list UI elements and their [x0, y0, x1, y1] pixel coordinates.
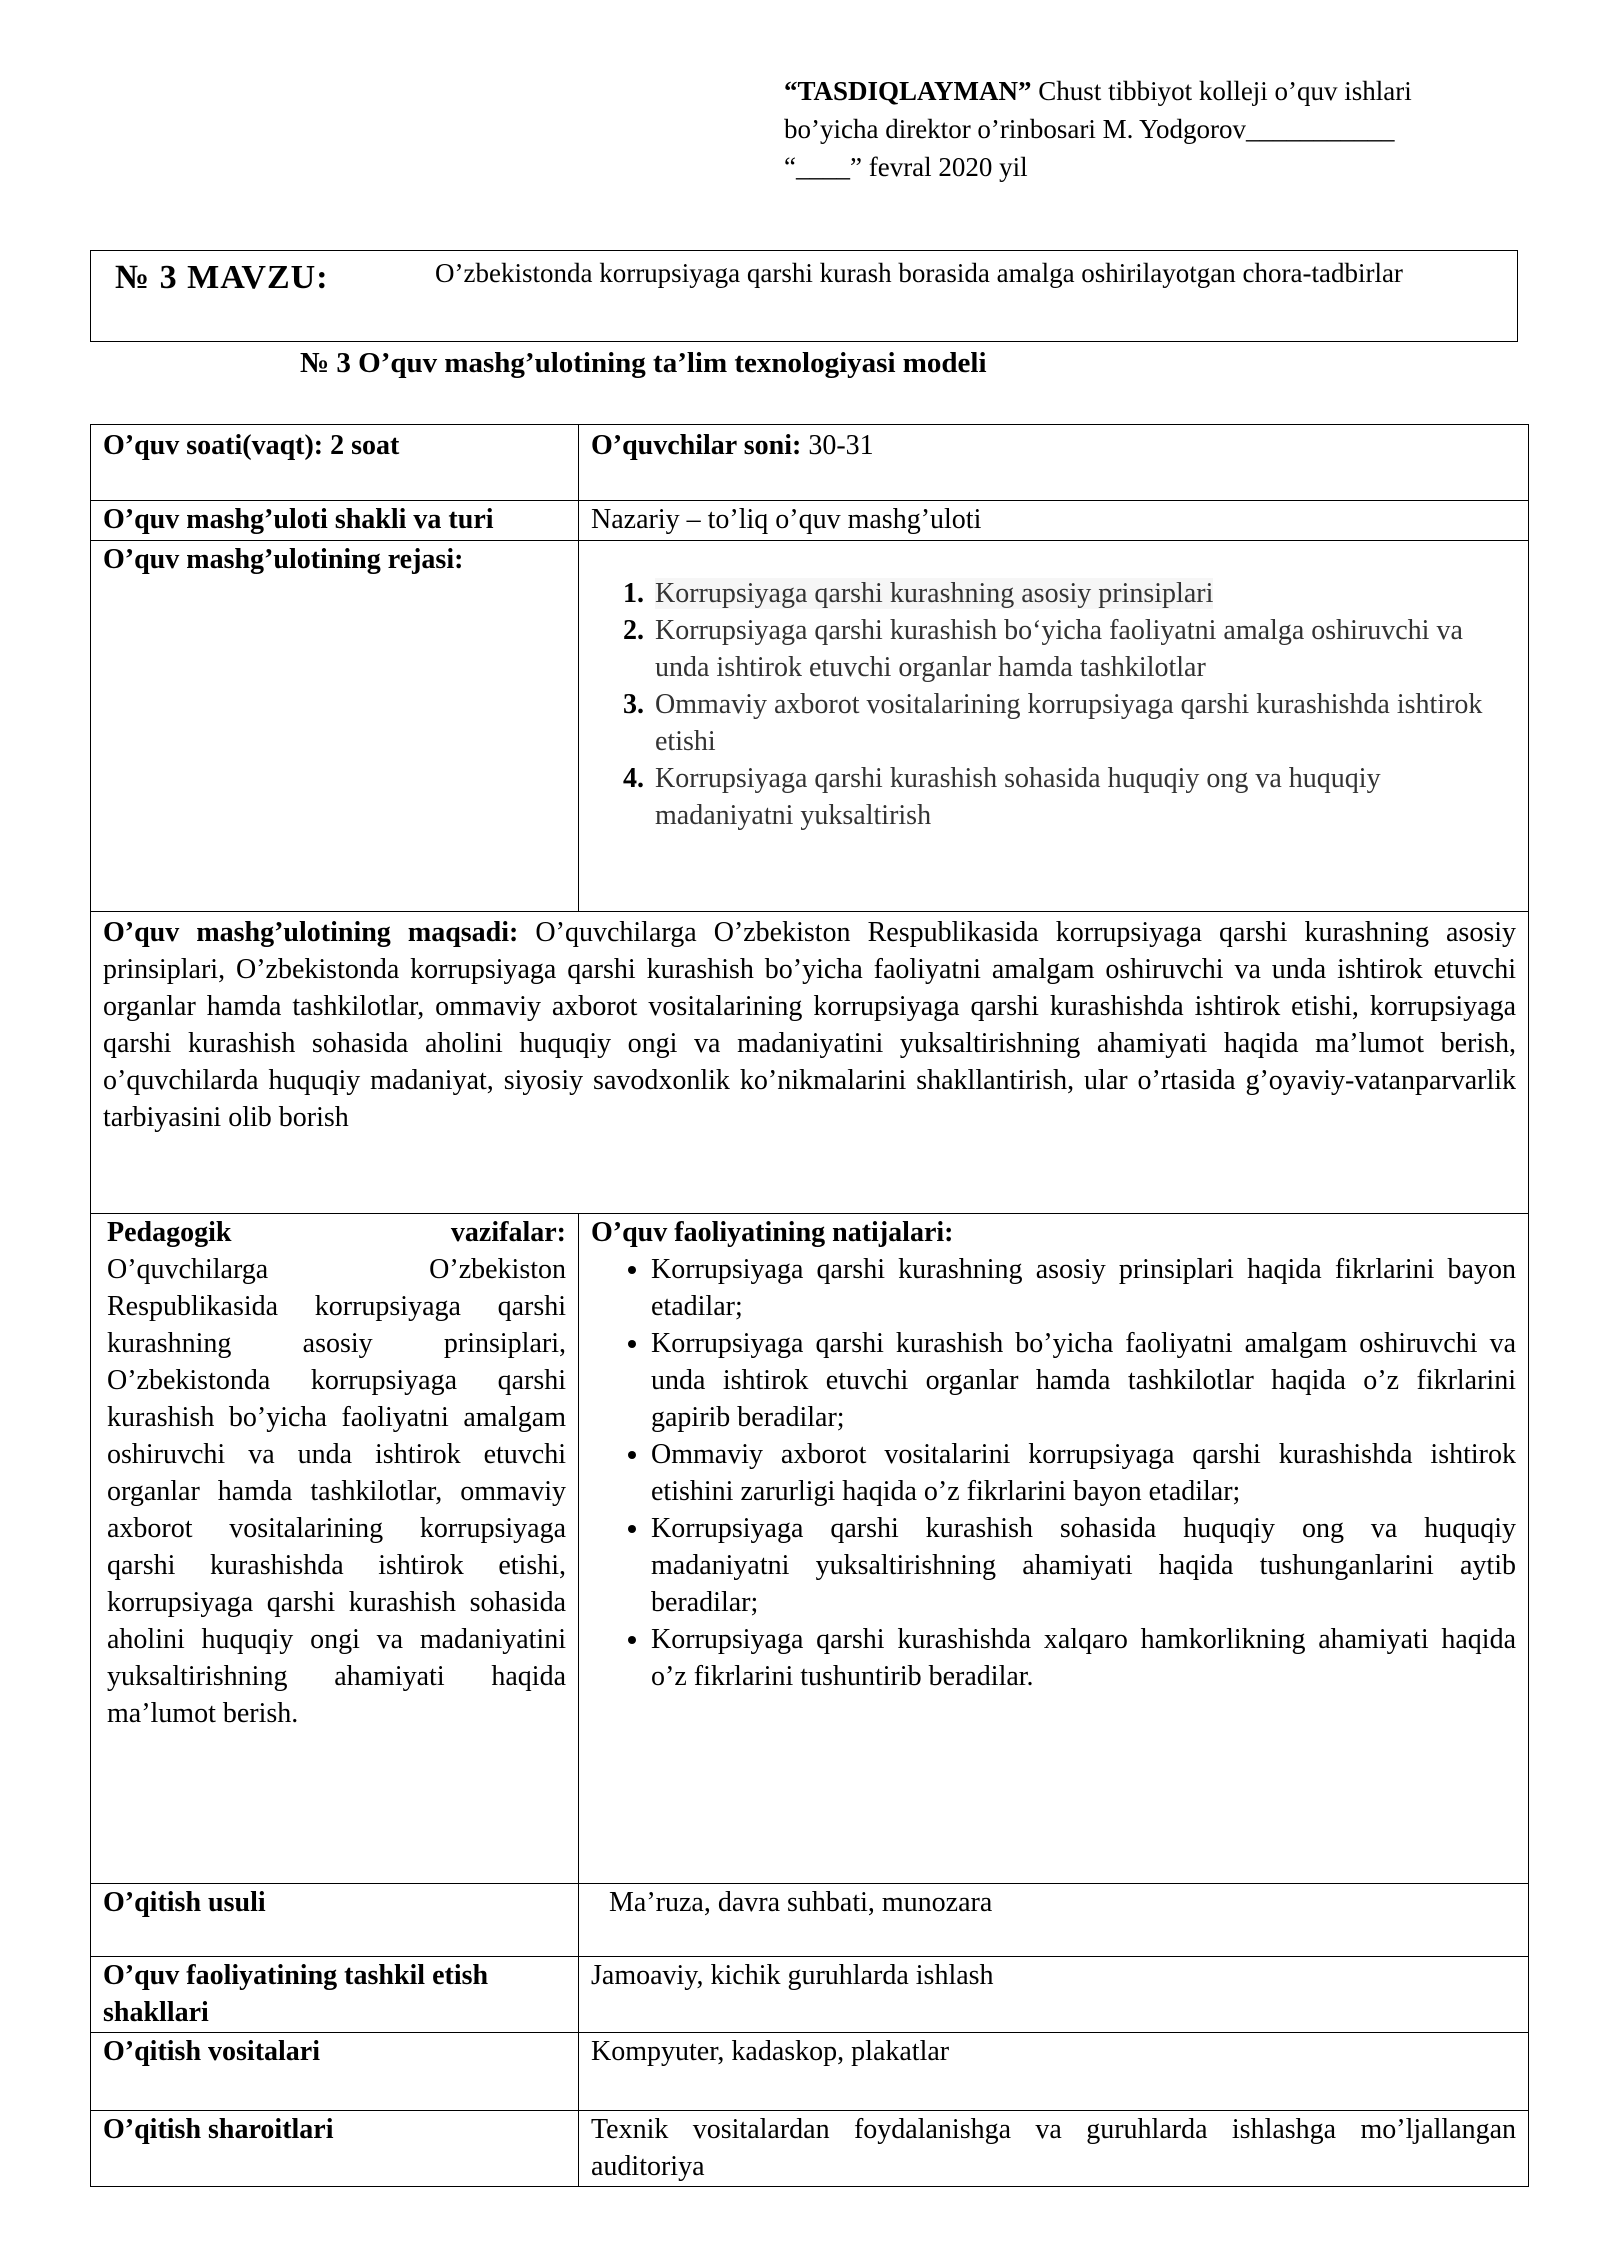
lesson-model-table [90, 424, 1529, 2187]
approval-line-1 [784, 72, 1504, 110]
students-value: 30-31 [801, 430, 874, 461]
model-title: № 3 O’quv mashg’ulotining ta’lim texnologiyasi modeli [300, 347, 987, 379]
goal-cell [91, 912, 1529, 1214]
hours-cell: O’quv soati(vaqt): 2 soat [91, 425, 579, 501]
list-item: • Korrupsiyaga qarshi kurashning asosiy prinsiplari haqida fikrlarini bayon etadilar; [651, 1251, 1516, 1325]
table-row-org [91, 1957, 1529, 2033]
table-row-conditions [91, 2111, 1529, 2187]
list-item: • Korrupsiyaga qarshi kurashish sohasida huquqiy ong va huquqiy madaniyatni yuksaltirishning ahamiyati haqida tushunganlarini aytib beradilar; [651, 1510, 1516, 1621]
ped-text: O’quvchilarga O’zbekiston Respublikasida korrupsiyaga qarshi kurashning asosiy prinsiplari, O’zbekistonda korrupsiyaga qarshi kurashish bo’yicha faoliyatni amalgam oshiruvchi va unda ishtirok etuvchi organlar hamda tashkilotlar, ommaviy axborot vositalarining korrupsiyaga qarshi kurashishda ishtirok etishi, korrupsiyaga qarshi kurashish sohasida aholini huquqiy ongi va madaniyatini yuksaltirishning ahamiyati haqida ma’lumot berish. [107, 1254, 566, 1729]
plan-label: O’quv mashg’ulotining rejasi: [91, 541, 579, 912]
table-row-tools [91, 2033, 1529, 2111]
method-value: Ma’ruza, davra suhbati, munozara [579, 1884, 1529, 1957]
org-value: Jamoaviy, kichik guruhlarda ishlash [579, 1957, 1529, 2033]
list-item: • Korrupsiyaga qarshi kurashish bo’yicha faoliyatni amalgam oshiruvchi va unda ishtirok etuvchi organlar hamda tashkilotlar haqida o’z fikrlarini gapirib beradilar; [651, 1325, 1516, 1436]
approval-line-1-rest: Chust tibbiyot kolleji o’quv ishlari [1031, 76, 1412, 106]
topic-text: O’zbekistonda korrupsiyaga qarshi kurash borasida amalga oshirilayotgan chora-tadbirlar [435, 258, 1403, 288]
results-label: O’quv faoliyatining natijalari: [591, 1217, 954, 1248]
ped-cell [91, 1214, 579, 1884]
list-item [651, 575, 1516, 612]
plan-item-text: Korrupsiyaga qarshi kurashish bo‘yicha faoliyatni amalga oshiruvchi va unda ishtirok etuvchi organlar hamda tashkilotlar [655, 615, 1463, 683]
list-item: • Ommaviy axborot vositalarini korrupsiyaga qarshi kurashishda ishtirok etishini zarurligi haqida o’z fikrlarini bayon etadilar; [651, 1436, 1516, 1510]
results-list [591, 1251, 1516, 1695]
topic-label: № 3 MAVZU: [115, 259, 329, 296]
table-row-method [91, 1884, 1529, 1957]
topic-box [90, 250, 1518, 342]
ped-label: Pedagogik vazifalar: [107, 1217, 566, 1248]
list-item: • Korrupsiyaga qarshi kurashishda xalqaro hamkorlikning ahamiyati haqida o’z fikrlarini tushuntirib beradilar. [651, 1621, 1516, 1695]
approval-stamp: “TASDIQLAYMAN” [784, 76, 1032, 106]
table-row-form [91, 501, 1529, 541]
plan-list [591, 575, 1516, 834]
form-value: Nazariy – to’liq o’quv mashg’uloti [579, 501, 1529, 541]
students-cell [579, 425, 1529, 501]
method-label: O’qitish usuli [91, 1884, 579, 1957]
org-label: O’quv faoliyatining tashkil etish shakllari [91, 1957, 579, 2033]
cond-label: O’qitish sharoitlari [91, 2111, 579, 2187]
goal-label: O’quv mashg’ulotining maqsadi: [103, 917, 519, 948]
plan-item-text: Korrupsiyaga qarshi kurashning asosiy prinsiplari [655, 578, 1214, 609]
tools-value: Kompyuter, kadaskop, plakatlar [579, 2033, 1529, 2111]
plan-item-text: Korrupsiyaga qarshi kurashish sohasida huquqiy ong va huquqiy madaniyatni yuksaltirish [655, 763, 1381, 831]
list-item [651, 612, 1516, 686]
plan-item-text: Ommaviy axborot vositalarining korrupsiyaga qarshi kurashishda ishtirok etishi [655, 689, 1483, 757]
goal-text: O’quvchilarga O’zbekiston Respublikasida korrupsiyaga qarshi kurashning asosiy prinsiplari, O’zbekistonda korrupsiyaga qarshi kurashish bo’yicha faoliyatni amalgam oshiruvchi va unda ishtirok etuvchi organlar hamda tashkilotlar, ommaviy axborot vositalarining korrupsiyaga qarshi kurashishda ishtirok etishi, korrupsiyaga qarshi kurashish sohasida aholini huquqiy ongi va madaniyatini yuksaltirishning ahamiyati haqida ma’lumot berish, o’quvchilarda huquqiy madaniyat, siyosiy savodxonlik ko’nikmalarini shakllantirish, ular o’rtasida g’oyaviy-vatanparvarlik tarbiyasini olib borish [103, 917, 1517, 1133]
list-item [651, 686, 1516, 760]
students-label: O’quvchilar soni: [591, 430, 802, 461]
approval-line-3: “____” fevral 2020 yil [784, 152, 1028, 182]
cond-value: Texnik vositalardan foydalanishga va guruhlarda ishlashga mo’ljallangan auditoriya [579, 2111, 1529, 2187]
plan-cell [579, 541, 1529, 912]
approval-block [784, 72, 1504, 186]
table-row-tasks [91, 1214, 1529, 1884]
approval-line-2: bo’yicha direktor o’rinbosari M. Yodgorov___________ [784, 114, 1395, 144]
table-row-hours [91, 425, 1529, 501]
list-item [651, 760, 1516, 834]
results-cell [579, 1214, 1529, 1884]
form-label: O’quv mashg’uloti shakli va turi [91, 501, 579, 541]
table-row-goal [91, 912, 1529, 1214]
tools-label: O’qitish vositalari [91, 2033, 579, 2111]
table-row-plan [91, 541, 1529, 912]
